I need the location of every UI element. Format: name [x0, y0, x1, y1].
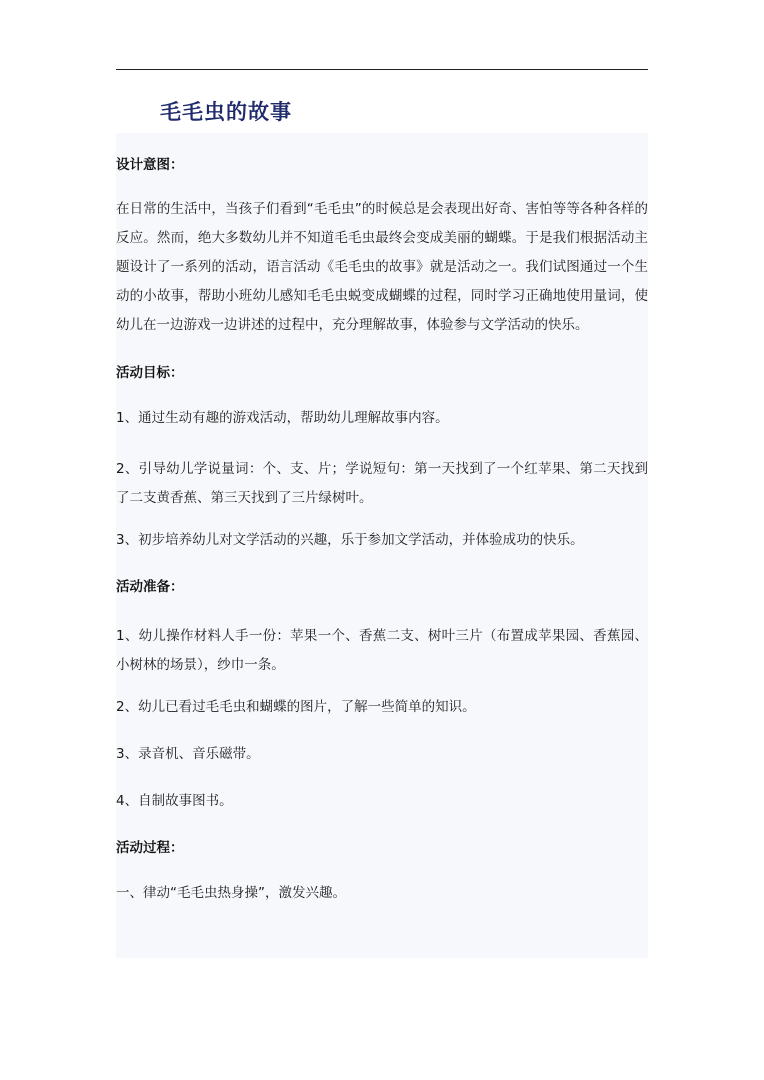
prep-item: 1、幼儿操作材料人手一份：苹果一个、香蕉二支、树叶三片（布置成苹果园、香蕉园、小树林的场景），纱巾一条。: [116, 628, 648, 673]
goal-item: 3、初步培养幼儿对文学活动的兴趣，乐于参加文学活动，并体验成功的快乐。: [116, 532, 584, 548]
prep-item: 2、幼儿已看过毛毛虫和蝴蝶的图片，了解一些简单的知识。: [116, 699, 476, 715]
heading-goals: 活动目标：: [116, 365, 184, 381]
process-item: 一、律动“毛毛虫热身操”，激发兴趣。: [116, 885, 346, 901]
goal-item: 2、引导幼儿学说量词：个、支、片；学说短句：第一天找到了一个红苹果、第二天找到了二支黄香蕉、第三天找到了三片绿树叶。: [116, 461, 648, 506]
heading-process: 活动过程：: [116, 840, 184, 856]
heading-design-intent: 设计意图：: [116, 157, 184, 173]
top-rule: [116, 69, 648, 70]
design-intent-paragraph: 在日常的生活中，当孩子们看到“毛毛虫”的时候总是会表现出好奇、害怕等等各种各样的反应。然而，绝大多数幼儿并不知道毛毛虫最终会变成美丽的蝴蝶。于是我们根据活动主题设计了一系列的活动，语言活动《毛毛虫的故事》就是活动之一。我们试图通过一个生动的小故事，帮助小班幼儿感知毛毛虫蜕变成蝴蝶的过程，同时学习正确地使用量词，使幼儿在一边游戏一边讲述的过程中，充分理解故事，体验参与文学活动的快乐。: [116, 201, 648, 333]
heading-preparation: 活动准备：: [116, 579, 184, 595]
document-body: [116, 133, 648, 958]
document-title: 毛毛虫的故事: [160, 100, 292, 124]
goal-item: 1、通过生动有趣的游戏活动，帮助幼儿理解故事内容。: [116, 410, 449, 426]
prep-item: 3、录音机、音乐磁带。: [116, 746, 260, 762]
prep-item: 4、自制故事图书。: [116, 793, 233, 809]
